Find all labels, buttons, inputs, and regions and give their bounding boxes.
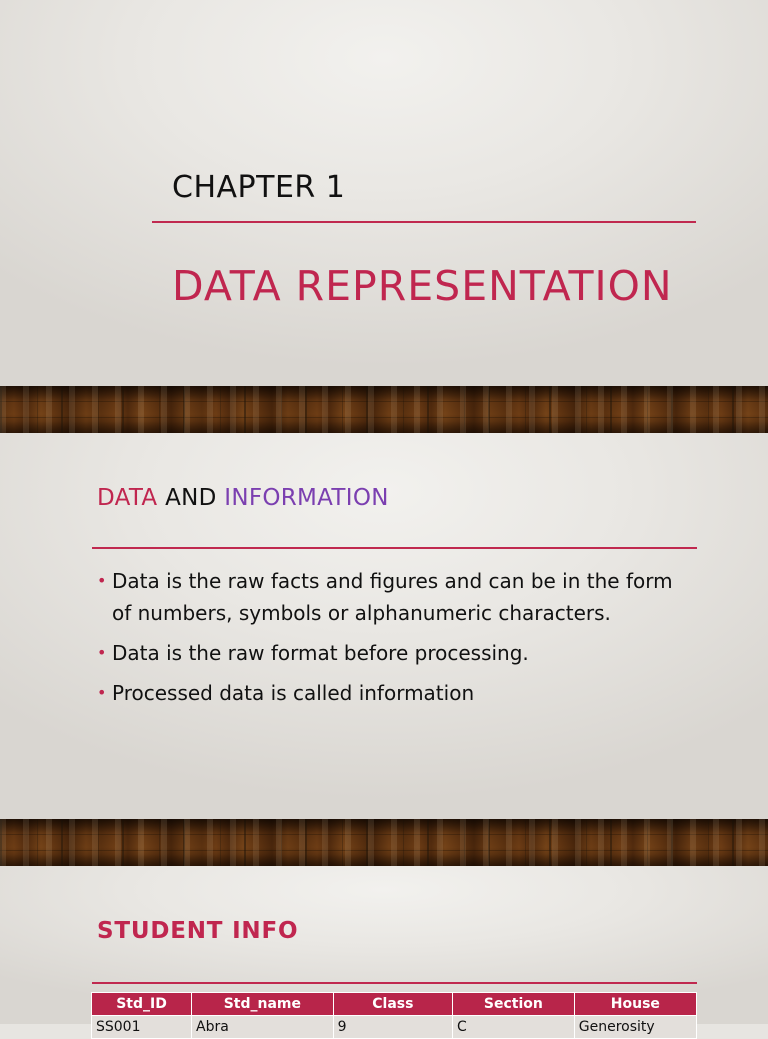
table-cell: 9 (333, 1016, 452, 1039)
slide-title: DATA REPRESENTATION (172, 262, 673, 310)
title-word-information: INFORMATION (224, 485, 389, 511)
title-word-and: AND (157, 485, 225, 511)
chapter-label: CHAPTER 1 (172, 170, 346, 205)
slide-student-info (0, 866, 768, 1035)
slide-data-and-information (0, 433, 768, 819)
table-cell: Generosity (574, 1016, 696, 1039)
bullet-item (97, 677, 697, 709)
wood-floor-divider (0, 386, 768, 433)
bullet-dot-icon: • (97, 643, 107, 662)
column-header: Std_ID (92, 993, 192, 1016)
column-header: House (574, 993, 696, 1016)
bullet-text: Data is the raw format before processing. (112, 641, 529, 665)
bullet-dot-icon: • (97, 571, 107, 590)
table-row (92, 1016, 697, 1039)
column-header: Class (333, 993, 452, 1016)
bullet-dot-icon: • (97, 683, 107, 702)
bullet-list (97, 565, 697, 717)
section-divider (92, 547, 697, 549)
section-title: STUDENT INFO (97, 918, 299, 944)
student-table (91, 992, 697, 1039)
title-divider (152, 221, 696, 223)
bullet-item (97, 637, 697, 669)
bullet-text: Processed data is called information (112, 681, 475, 705)
slide-chapter-title (0, 0, 768, 386)
wood-floor-divider (0, 819, 768, 866)
table-cell: SS001 (92, 1016, 192, 1039)
column-header: Section (453, 993, 575, 1016)
table-cell: Abra (192, 1016, 334, 1039)
bullet-text: Data is the raw facts and figures and can be in the form of numbers, symbols or alphanumeric characters. (112, 569, 673, 625)
column-header: Std_name (192, 993, 334, 1016)
table-cell: C (453, 1016, 575, 1039)
bullet-item (97, 565, 697, 629)
section-divider (92, 982, 697, 984)
table-header-row (92, 993, 697, 1016)
section-title (97, 485, 389, 511)
title-word-data: DATA (97, 485, 158, 511)
